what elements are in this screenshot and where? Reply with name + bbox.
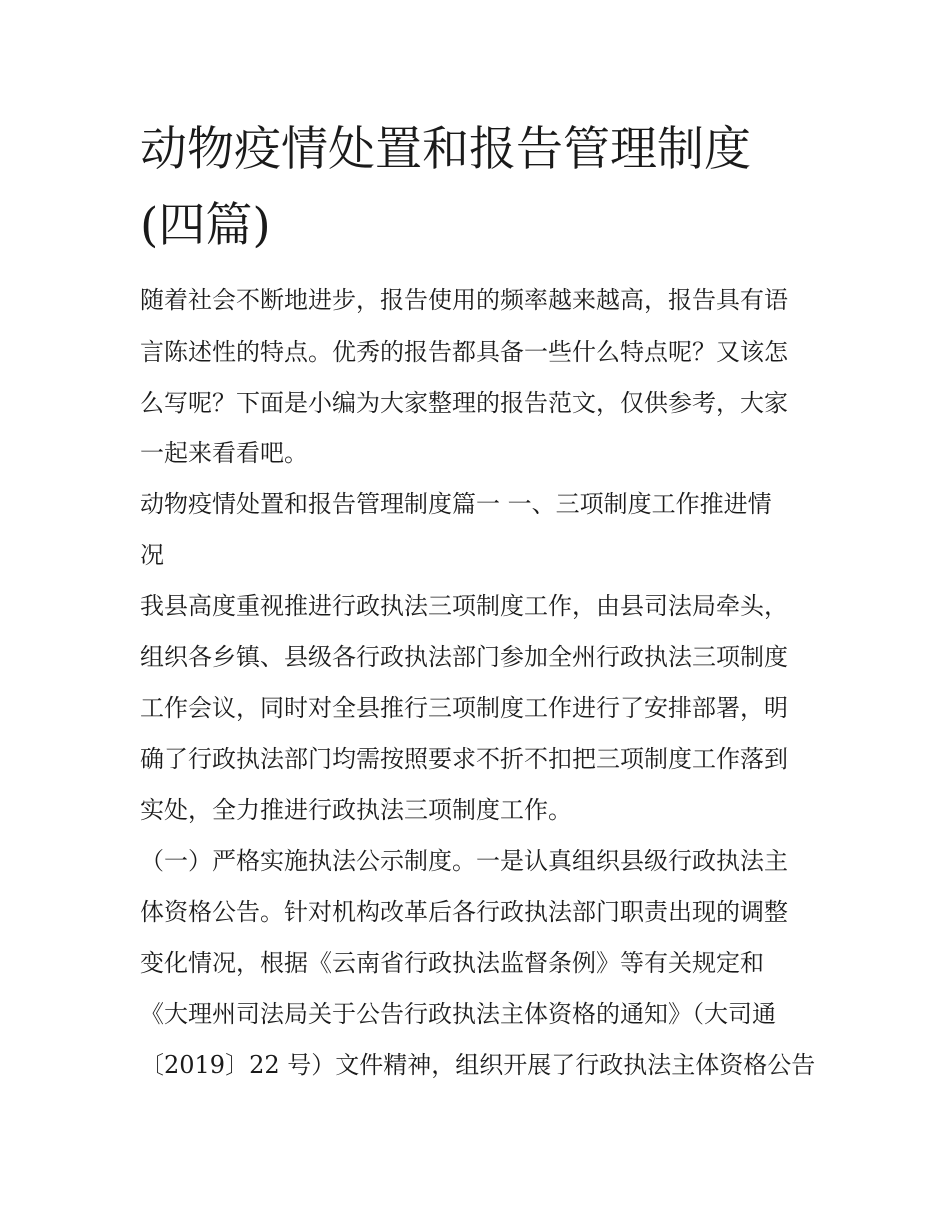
body-line: 变化情况，根据《云南省行政执法监督条例》等有关规定和	[140, 949, 764, 977]
document-title-line-2: (四篇)	[140, 198, 271, 253]
body-line: 一起来看看吧。	[140, 439, 308, 467]
body-line: 随着社会不断地进步，报告使用的频率越来越高，报告具有语	[140, 286, 788, 314]
body-line: 组织各乡镇、县级各行政执法部门参加全州行政执法三项制度	[140, 643, 788, 671]
body-line: （一）严格实施执法公示制度。一是认真组织县级行政执法主	[140, 847, 788, 875]
body-line: 么写呢？下面是小编为大家整理的报告范文，仅供参考，大家	[140, 389, 788, 417]
section-heading-line: 况	[140, 541, 164, 569]
document-title-line-1: 动物疫情处置和报告管理制度	[140, 122, 751, 177]
body-line: 言陈述性的特点。优秀的报告都具备一些什么特点呢？又该怎	[140, 338, 788, 366]
body-line: 体资格公告。针对机构改革后各行政执法部门职责出现的调整	[140, 898, 788, 926]
section-heading-line: 动物疫情处置和报告管理制度篇一 一、三项制度工作推进情	[140, 490, 772, 518]
body-line: 实处，全力推进行政执法三项制度工作。	[140, 796, 572, 824]
body-line: 我县高度重视推进行政执法三项制度工作，由县司法局牵头，	[140, 592, 788, 620]
body-line: 工作会议，同时对全县推行三项制度工作进行了安排部署，明	[140, 694, 788, 722]
body-line: 确了行政执法部门均需按照要求不折不扣把三项制度工作落到	[140, 745, 788, 773]
body-line: 《大理州司法局关于公告行政执法主体资格的通知》（大司通	[140, 1000, 776, 1028]
body-line: 〔2019〕22 号）文件精神，组织开展了行政执法主体资格公告	[140, 1051, 816, 1079]
